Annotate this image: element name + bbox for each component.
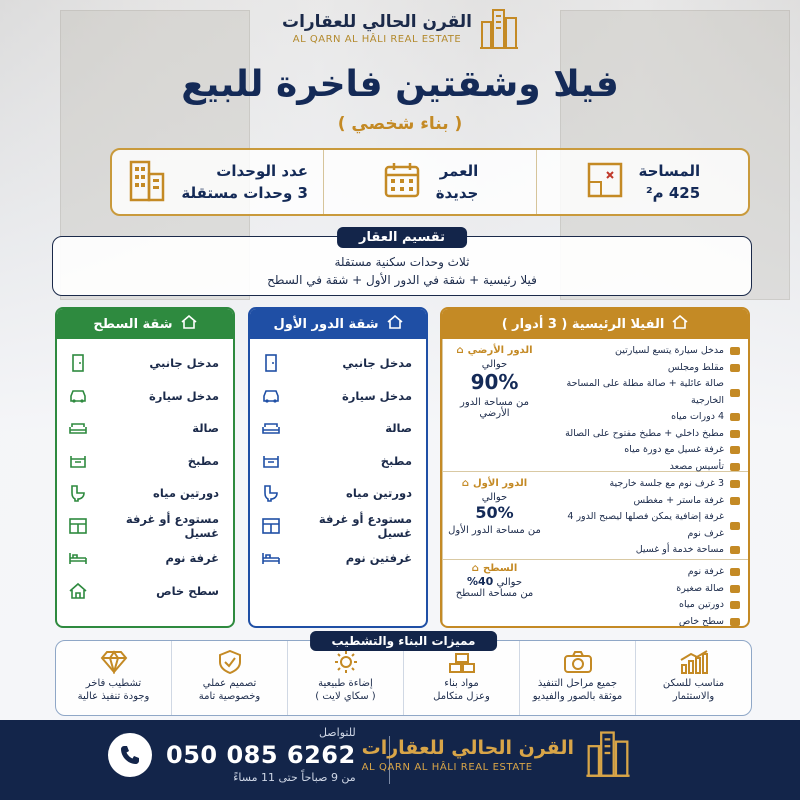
item-label: مدخل سيارة يتسع لسيارتين	[615, 345, 724, 356]
villa-first-list	[546, 472, 748, 559]
diamond-icon	[56, 649, 171, 675]
feature-item	[404, 641, 520, 715]
item-label: سطح خاص	[156, 583, 219, 598]
item-label: صالة	[385, 421, 412, 436]
list-item	[67, 380, 219, 413]
villa-feature-item	[550, 542, 740, 559]
item-label: غرفتين نوم	[345, 551, 412, 566]
division-heading: تقسيم العقار	[337, 227, 467, 248]
item-label: مدخل سيارة	[341, 388, 412, 403]
car-icon	[260, 387, 282, 405]
shield-check-icon	[172, 649, 287, 675]
bullet-icon	[730, 585, 740, 593]
item-label: مقلط ومجلس	[667, 361, 724, 373]
brand-name-en: AL QARN AL HÂLI REAL ESTATE	[292, 33, 462, 45]
item-label: مدخل سيارة	[148, 388, 219, 403]
landmark-icon: ⌂	[471, 563, 479, 574]
bricks-icon	[404, 649, 519, 675]
bullet-icon	[730, 430, 740, 438]
feature-line2: وخصوصية تامة	[198, 691, 261, 702]
list-item	[260, 477, 412, 510]
feature-line2: والاستثمار	[672, 691, 715, 702]
feature-line2: موثقة بالصور والفيديو	[532, 691, 623, 702]
brand-logo	[0, 6, 800, 50]
box-pre: حوالي	[481, 492, 508, 503]
buildings-logo-icon	[586, 728, 630, 782]
stat-label: المساحة	[638, 162, 701, 180]
division-line: ثلاث وحدات سكنية مستقلة	[334, 255, 470, 269]
sofa-icon	[67, 419, 89, 437]
bullet-icon	[730, 522, 740, 530]
feature-line1: مناسب للسكن	[662, 678, 725, 689]
roof-apartment-list	[57, 339, 233, 607]
box-title: السطح	[482, 563, 518, 574]
kitchen-icon	[260, 452, 282, 470]
main-villa-card	[440, 307, 750, 628]
bed-icon	[260, 549, 282, 567]
roof-apartment-card	[55, 307, 235, 628]
building-icon	[127, 158, 167, 206]
item-label: غرفة إضافية يمكن فصلها ليصبح الدور 4 غرف نوم	[567, 511, 724, 539]
bullet-icon	[730, 389, 740, 397]
stat-age	[324, 150, 536, 214]
item-label: غرفة نوم	[687, 566, 724, 577]
stat-area	[537, 150, 748, 214]
item-label: مطبخ داخلي + مطبخ مفتوح على الصالة	[565, 427, 724, 439]
contact-label: للتواصل	[318, 726, 356, 739]
villa-ground-list	[546, 339, 748, 471]
chart-icon	[636, 649, 751, 675]
bed-icon	[67, 549, 89, 567]
list-item	[260, 510, 412, 543]
villa-feature-item	[550, 614, 740, 629]
build-features	[55, 634, 752, 716]
bullet-icon	[730, 480, 740, 488]
phone-number[interactable]: 050 085 6262	[166, 741, 356, 769]
card-heading: شقة السطح	[93, 316, 173, 332]
toilet-icon	[67, 484, 89, 502]
item-label: 3 غرف نوم مع جلسة خارجية	[609, 478, 724, 489]
item-label: مدخل جانبي	[342, 356, 412, 371]
sun-icon	[288, 649, 403, 675]
feature-line1: مواد بناء	[444, 678, 479, 689]
item-label: مطبخ	[187, 453, 219, 468]
card-heading: الفيلا الرئيسية ( 3 أدوار )	[501, 316, 665, 332]
item-label: غرفة غسيل مع دورة مياه	[624, 444, 724, 455]
footer-brand-logo	[362, 728, 630, 782]
feature-line1: تصميم عملي	[202, 678, 257, 689]
item-label: صالة	[192, 421, 219, 436]
feature-item	[520, 641, 636, 715]
camera-icon	[520, 649, 635, 675]
list-item	[260, 445, 412, 478]
stat-label: عدد الوحدات	[216, 162, 308, 180]
feature-line1: جميع مراحل التنفيذ	[537, 678, 618, 689]
stat-value: 425 م²	[646, 184, 701, 202]
stat-label: العمر	[439, 162, 479, 180]
bullet-icon	[730, 347, 740, 355]
buildings-logo-icon	[480, 6, 518, 50]
division-line: فيلا رئيسية + شقة في الدور الأول + شقة في السطح	[267, 273, 537, 287]
bullet-icon	[730, 364, 740, 372]
item-label: صالة عائلية + صالة مطلة على المساحة الخارجية	[566, 378, 724, 406]
contact-block	[108, 726, 356, 784]
villa-feature-item	[550, 493, 740, 510]
home-icon	[672, 315, 688, 333]
box-percent: 90%	[470, 370, 519, 394]
villa-roof	[442, 560, 748, 626]
list-item	[67, 477, 219, 510]
bullet-icon	[730, 413, 740, 421]
brand-name-en: AL QARN AL HÂLI REAL ESTATE	[361, 762, 533, 773]
item-label: دورتين مياه	[153, 486, 219, 501]
page-subtitle: ( بناء شخصي )	[337, 114, 463, 134]
phone-icon[interactable]	[108, 733, 152, 777]
list-item	[260, 542, 412, 575]
villa-roof-box	[442, 560, 546, 626]
villa-feature-item	[550, 442, 740, 459]
card-heading: شقة الدور الأول	[273, 316, 379, 332]
first-floor-apartment-card	[248, 307, 428, 628]
villa-feature-item	[550, 581, 740, 598]
feature-line2: وجودة تنفيذ عالية	[77, 691, 150, 702]
villa-first-floor	[442, 472, 748, 560]
home-icon: ⌂	[461, 478, 469, 489]
page-title: فيلا وشقتين فاخرة للبيع	[181, 64, 619, 105]
car-icon	[67, 387, 89, 405]
villa-feature-item	[550, 409, 740, 426]
box-title: الدور الأول	[473, 478, 528, 489]
item-label: غرفة ماستر + مغطس	[633, 494, 724, 506]
villa-feature-item	[550, 597, 740, 614]
box-title: الدور الأرضي	[467, 345, 533, 356]
item-label: صالة صغيرة	[676, 582, 724, 594]
storage-icon	[260, 517, 282, 535]
home-icon	[181, 315, 197, 333]
bullet-icon	[730, 463, 740, 471]
villa-ground-floor	[442, 339, 748, 472]
brand-name-ar: القرن الحالي للعقارات	[361, 737, 574, 759]
house-icon	[67, 582, 89, 600]
bullet-icon	[730, 568, 740, 576]
bullet-icon	[730, 546, 740, 554]
box-pre: حوالي	[496, 577, 523, 588]
item-label: دورتين مياه	[679, 599, 724, 610]
item-label: مستودع أو غرفة غسيل	[125, 511, 219, 540]
stat-units	[112, 150, 324, 214]
villa-roof-list	[546, 560, 748, 626]
villa-feature-item	[550, 360, 740, 377]
footer	[0, 720, 800, 800]
item-label: 4 دورات مياه	[671, 411, 724, 422]
stat-value: 3 وحدات مستقلة	[181, 184, 308, 202]
property-division	[52, 230, 752, 296]
list-item	[67, 575, 219, 608]
box-pre: حوالي	[481, 359, 508, 370]
calendar-icon	[382, 160, 422, 204]
villa-feature-item	[550, 343, 740, 360]
item-label: تأسيس مصعد	[669, 460, 724, 472]
door-icon	[67, 354, 89, 372]
feature-item	[172, 641, 288, 715]
toilet-icon	[260, 484, 282, 502]
item-label: مدخل جانبي	[149, 356, 219, 371]
brand-name-ar: القرن الحالي للعقارات	[281, 11, 473, 32]
villa-feature-item	[550, 509, 740, 542]
stat-value: جديدة	[435, 184, 479, 202]
list-item	[260, 380, 412, 413]
item-label: غرفة نوم	[165, 551, 219, 566]
item-label: سطح خاص	[678, 615, 724, 627]
list-item	[67, 412, 219, 445]
bullet-icon	[730, 618, 740, 626]
box-post: من مساحة الدور الأرضي	[460, 397, 529, 419]
feature-item	[56, 641, 172, 715]
kitchen-icon	[67, 452, 89, 470]
villa-ground-box	[442, 339, 546, 471]
home-icon	[387, 315, 403, 333]
bullet-icon	[730, 446, 740, 454]
box-post: من مساحة السطح	[455, 588, 534, 599]
storage-icon	[67, 517, 89, 535]
item-label: مطبخ	[380, 453, 412, 468]
box-percent: 50%	[475, 503, 514, 522]
bullet-icon	[730, 497, 740, 505]
contact-hours: من 9 صباحاً حتى 11 مساءً	[233, 771, 356, 784]
floorplan-icon	[585, 160, 625, 204]
property-stats	[110, 148, 750, 216]
list-item	[67, 445, 219, 478]
list-item	[67, 510, 219, 543]
first-floor-apartment-list	[250, 339, 426, 575]
villa-feature-item	[550, 426, 740, 443]
feature-line1: تشطيب فاخر	[85, 678, 142, 689]
feature-line1: إضاءة طبيعية	[318, 678, 373, 689]
list-item	[260, 412, 412, 445]
box-post: من مساحة الدور الأول	[448, 525, 541, 536]
item-label: مستودع أو غرفة غسيل	[318, 511, 412, 540]
home-icon: ⌂	[456, 345, 464, 356]
item-label: مساحة خدمة أو غسيل	[635, 544, 724, 555]
feature-item	[288, 641, 404, 715]
villa-feature-item	[550, 564, 740, 581]
sofa-icon	[260, 419, 282, 437]
box-percent: 40%	[466, 575, 494, 588]
feature-line2: ( سكاي لايت )	[315, 691, 376, 702]
bullet-icon	[730, 601, 740, 609]
features-heading: مميزات البناء والتشطيب	[310, 631, 498, 651]
list-item	[67, 347, 219, 380]
item-label: دورتين مياه	[346, 486, 412, 501]
list-item	[67, 542, 219, 575]
villa-feature-item	[550, 476, 740, 493]
villa-feature-item	[550, 376, 740, 409]
feature-item	[636, 641, 751, 715]
door-icon	[260, 354, 282, 372]
feature-line2: وعزل متكامل	[433, 691, 490, 702]
list-item	[260, 347, 412, 380]
villa-first-box	[442, 472, 546, 559]
